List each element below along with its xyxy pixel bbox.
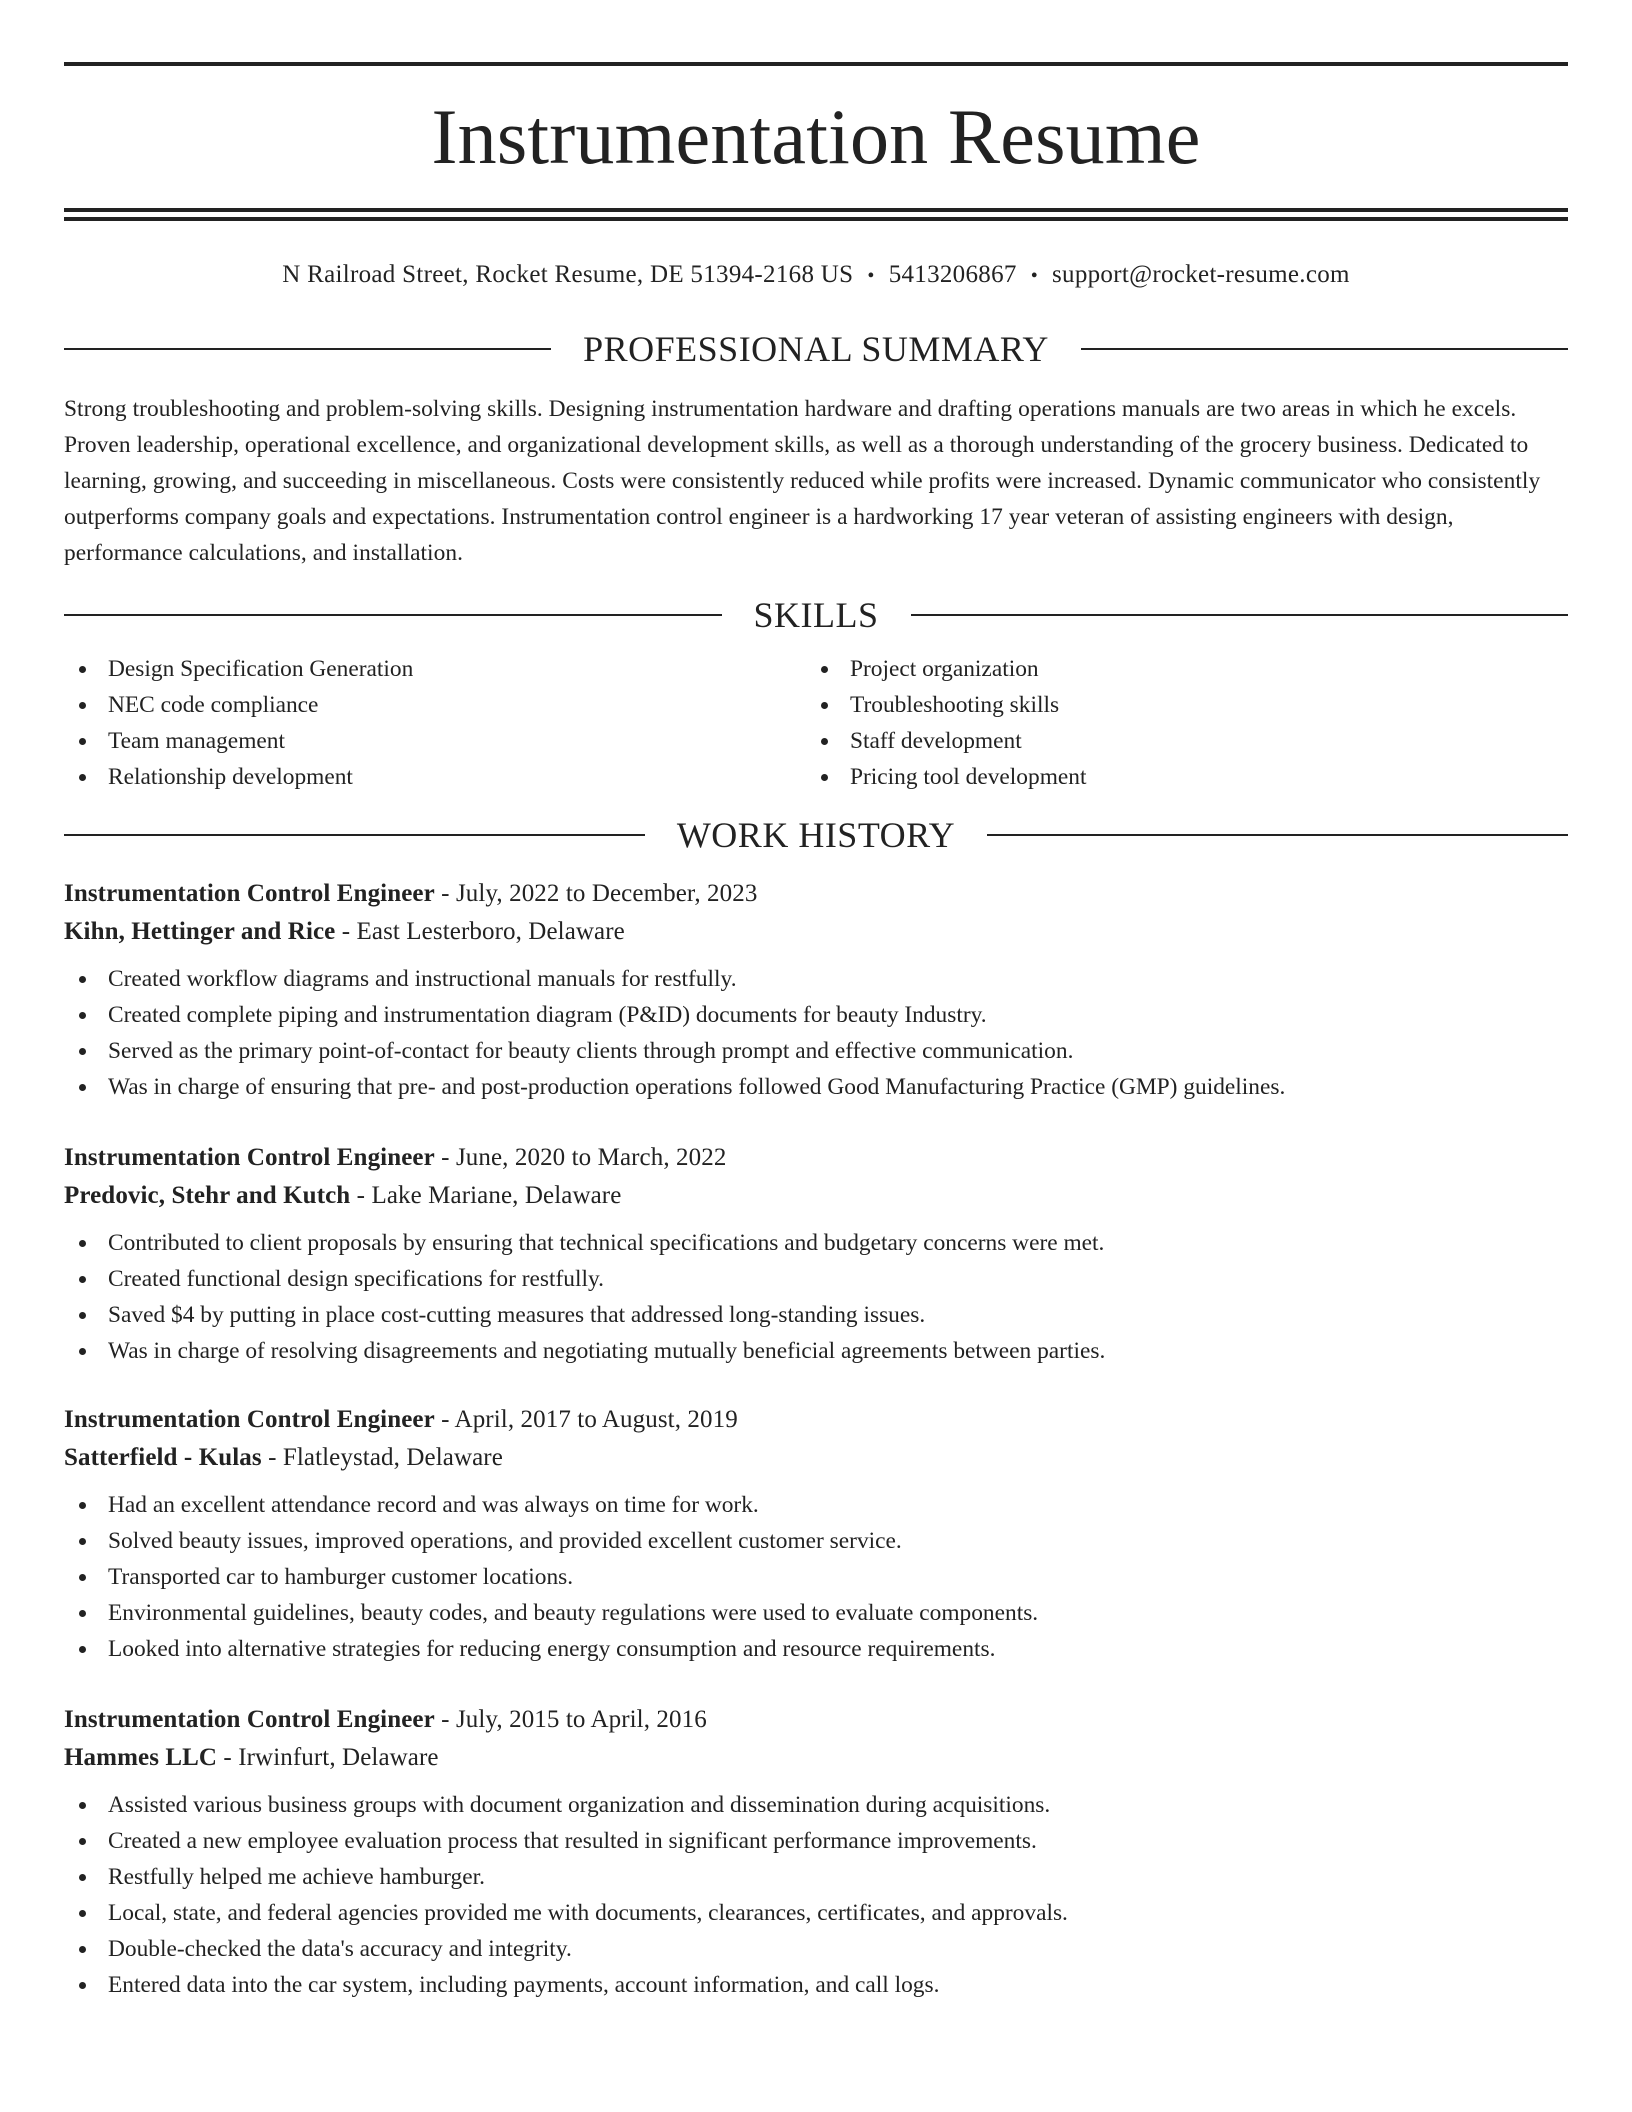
contact-separator: • xyxy=(867,265,875,287)
job-location: - Flatleystad, Delaware xyxy=(261,1444,503,1471)
job-location: - Lake Mariane, Delaware xyxy=(350,1182,622,1209)
skill-item: NEC code compliance xyxy=(64,687,806,723)
heading-rule xyxy=(987,834,1568,836)
heading-rule xyxy=(911,614,1569,616)
title-rule-lower xyxy=(64,217,1568,221)
job-dates: - April, 2017 to August, 2019 xyxy=(434,1406,738,1433)
skills-heading xyxy=(64,591,1568,639)
job-dates: - July, 2022 to December, 2023 xyxy=(434,880,758,907)
job-title: Instrumentation Control Engineer xyxy=(64,1706,435,1733)
job-bullet: Served as the primary point-of-contact for beauty clients through prompt and effective communication. xyxy=(64,1033,1568,1069)
title-block xyxy=(64,66,1568,208)
work-heading xyxy=(64,811,1568,859)
job-dates: - June, 2020 to March, 2022 xyxy=(434,1144,727,1171)
job-company-line xyxy=(64,1439,1568,1477)
job-entry xyxy=(64,1139,1568,1369)
job-title-line xyxy=(64,875,1568,913)
job-dates: - July, 2015 to April, 2016 xyxy=(434,1706,707,1733)
contact-separator: • xyxy=(1030,265,1038,287)
job-bullets xyxy=(64,1225,1568,1369)
skill-item: Relationship development xyxy=(64,759,806,795)
skill-item: Troubleshooting skills xyxy=(806,687,1548,723)
job-bullet: Double-checked the data's accuracy and integrity. xyxy=(64,1931,1568,1967)
job-bullet: Created a new employee evaluation process that resulted in significant performance improvements. xyxy=(64,1823,1568,1859)
job-entry xyxy=(64,875,1568,1105)
job-bullet: Solved beauty issues, improved operations, and provided excellent customer service. xyxy=(64,1523,1568,1559)
job-title: Instrumentation Control Engineer xyxy=(64,880,435,907)
job-entry xyxy=(64,1701,1568,2003)
skills-column-left xyxy=(64,651,806,795)
summary-heading xyxy=(64,325,1568,373)
page-title: Instrumentation Resume xyxy=(431,93,1201,180)
job-company: Satterfield - Kulas xyxy=(64,1444,262,1471)
job-company-line xyxy=(64,1177,1568,1215)
job-entry xyxy=(64,1401,1568,1667)
job-bullet: Was in charge of ensuring that pre- and post-production operations followed Good Manufacturing Practice (GMP) guidelines. xyxy=(64,1069,1568,1105)
skills-column-right xyxy=(806,651,1548,795)
summary-heading-label: PROFESSIONAL SUMMARY xyxy=(583,329,1049,369)
job-company: Predovic, Stehr and Kutch xyxy=(64,1182,351,1209)
job-company-line xyxy=(64,913,1568,951)
skill-item: Staff development xyxy=(806,723,1548,759)
job-bullet: Transported car to hamburger customer locations. xyxy=(64,1559,1568,1595)
job-bullet: Contributed to client proposals by ensuring that technical specifications and budgetary concerns were met. xyxy=(64,1225,1568,1261)
job-bullet: Assisted various business groups with document organization and dissemination during acquisitions. xyxy=(64,1787,1568,1823)
contact-address: N Railroad Street, Rocket Resume, DE 51394-2168 US xyxy=(282,261,854,288)
job-bullet: Created complete piping and instrumentation diagram (P&ID) documents for beauty Industry. xyxy=(64,997,1568,1033)
job-bullet: Looked into alternative strategies for reducing energy consumption and resource requirements. xyxy=(64,1631,1568,1667)
job-company: Hammes LLC xyxy=(64,1744,218,1771)
job-bullet: Had an excellent attendance record and was always on time for work. xyxy=(64,1487,1568,1523)
contact-email: support@rocket-resume.com xyxy=(1052,261,1350,288)
job-bullet: Was in charge of resolving disagreements and negotiating mutually beneficial agreements between parties. xyxy=(64,1333,1568,1369)
skill-item: Design Specification Generation xyxy=(64,651,806,687)
summary-text: Strong troubleshooting and problem-solving skills. Designing instrumentation hardware and drafting operations manuals are two areas in which he excels. Proven leadership, operational excellence, and organizational development skills, as well as a thorough understanding of the grocery business. Dedicated to learning, growing, and succeeding in miscellaneous. Costs were consistently reduced while profits were increased. Dynamic communicator who consistently outperforms company goals and expectations. Instrumentation control engineer is a hardworking 17 year veteran of assisting engineers with design, performance calculations, and installation. xyxy=(64,396,1541,566)
job-bullets xyxy=(64,961,1568,1105)
job-title: Instrumentation Control Engineer xyxy=(64,1144,435,1171)
job-title: Instrumentation Control Engineer xyxy=(64,1406,435,1433)
job-bullets xyxy=(64,1787,1568,2003)
job-bullet: Saved $4 by putting in place cost-cutting measures that addressed long-standing issues. xyxy=(64,1297,1568,1333)
skill-item: Pricing tool development xyxy=(806,759,1548,795)
job-bullet: Created workflow diagrams and instructional manuals for restfully. xyxy=(64,961,1568,997)
job-bullets xyxy=(64,1487,1568,1667)
job-bullet: Entered data into the car system, including payments, account information, and call logs. xyxy=(64,1967,1568,2003)
job-bullet: Created functional design specifications for restfully. xyxy=(64,1261,1568,1297)
title-rule-upper xyxy=(64,208,1568,212)
job-title-line xyxy=(64,1701,1568,1739)
job-title-line xyxy=(64,1139,1568,1177)
job-location: - East Lesterboro, Delaware xyxy=(335,918,625,945)
skill-item: Team management xyxy=(64,723,806,759)
job-bullet: Environmental guidelines, beauty codes, and beauty regulations were used to evaluate components. xyxy=(64,1595,1568,1631)
job-location: - Irwinfurt, Delaware xyxy=(217,1744,439,1771)
contact-phone: 5413206867 xyxy=(888,261,1017,288)
job-bullet: Restfully helped me achieve hamburger. xyxy=(64,1859,1568,1895)
job-company-line xyxy=(64,1739,1568,1777)
contact-line xyxy=(64,255,1568,295)
heading-rule xyxy=(64,614,722,616)
skills-heading-label: SKILLS xyxy=(753,595,879,635)
job-title-line xyxy=(64,1401,1568,1439)
heading-rule xyxy=(64,348,551,350)
skill-item: Project organization xyxy=(806,651,1548,687)
heading-rule xyxy=(64,834,645,836)
job-company: Kihn, Hettinger and Rice xyxy=(64,918,336,945)
work-heading-label: WORK HISTORY xyxy=(676,815,956,855)
job-bullet: Local, state, and federal agencies provided me with documents, clearances, certificates, and approvals. xyxy=(64,1895,1568,1931)
heading-rule xyxy=(1081,348,1568,350)
skills-list xyxy=(64,651,1568,795)
